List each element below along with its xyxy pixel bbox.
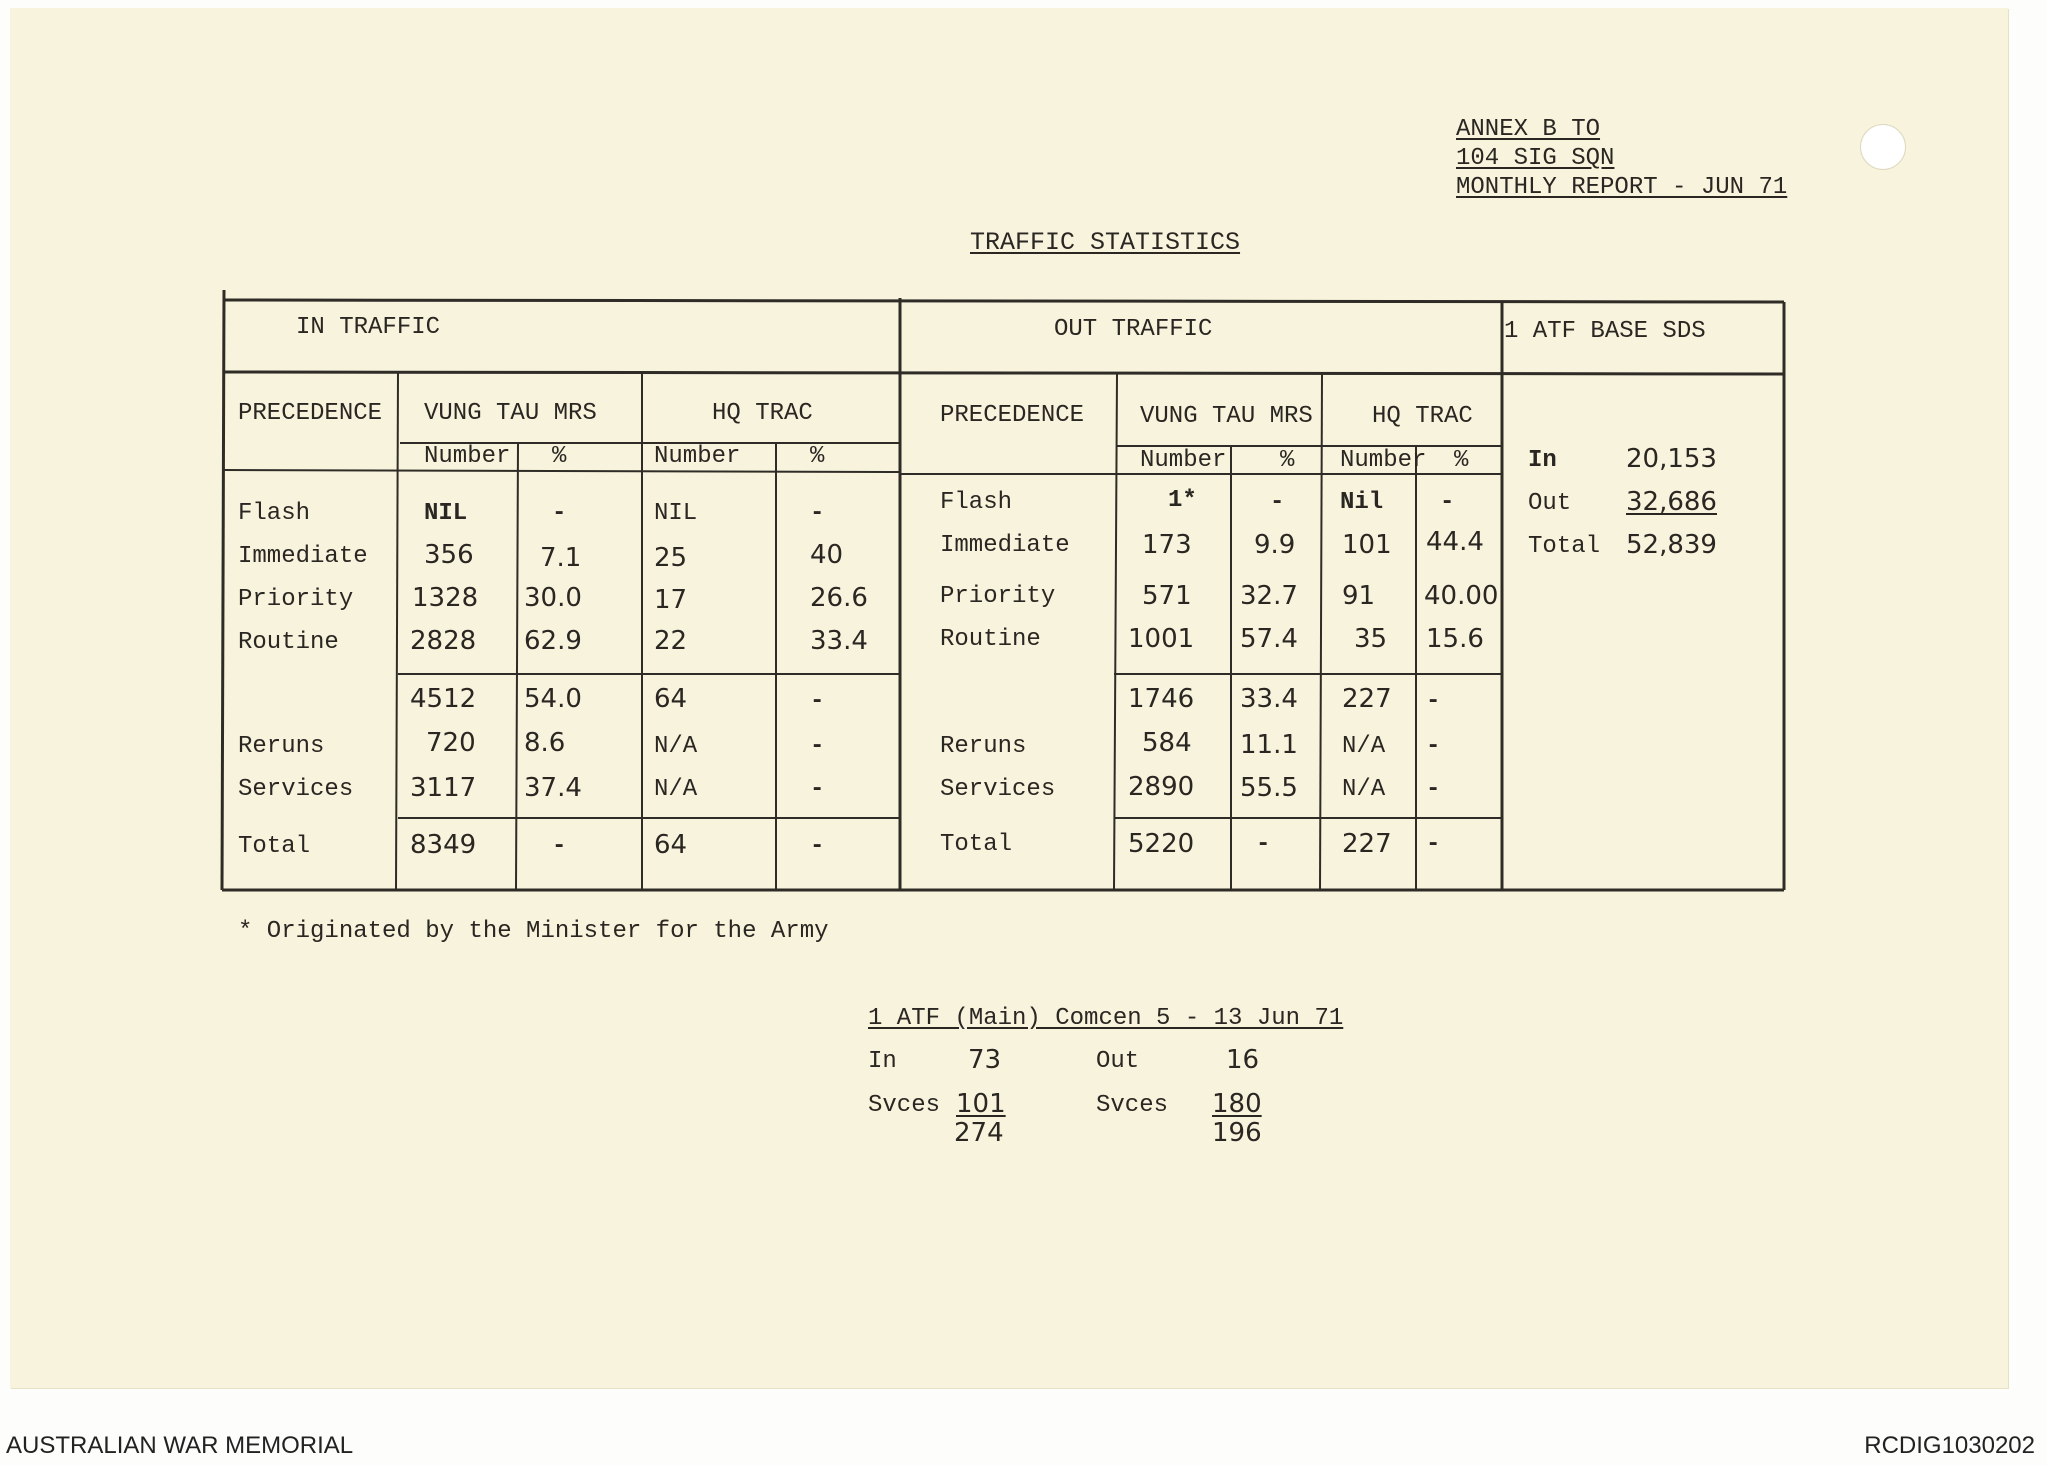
in-hq-pct: 40	[810, 540, 844, 570]
in-hq-pct: -	[810, 833, 825, 860]
out-hqtrac-header: HQ TRAC	[1372, 403, 1473, 430]
out-row-label: Reruns	[940, 733, 1027, 760]
comcen-in-svces: 101	[956, 1089, 1006, 1119]
in-row-label: Priority	[238, 586, 354, 613]
out-vt-pct: 55.5	[1240, 773, 1298, 803]
sds-out-label: Out	[1528, 490, 1572, 517]
out-hq-pct: 44.4	[1426, 527, 1484, 557]
in-vt-number: 4512	[410, 684, 477, 714]
annex-line-1: ANNEX B TO	[1456, 116, 1601, 143]
comcen-out-total: 196	[1212, 1118, 1262, 1148]
out-vt-pct: 33.4	[1240, 684, 1298, 714]
in-row-label: Services	[238, 776, 354, 803]
comcen-out-value: 16	[1226, 1045, 1260, 1075]
in-vt-number: 2828	[410, 626, 477, 656]
in-hq-number: 22	[654, 626, 688, 656]
out-vt-pct: 11.1	[1240, 730, 1298, 760]
in-vt-pct: 54.0	[524, 684, 582, 714]
out-row-label: Total	[940, 831, 1013, 858]
out-row-label: Immediate	[940, 532, 1070, 559]
in-vt-number: 356	[424, 540, 474, 570]
out-row-label: Routine	[940, 626, 1041, 653]
comcen-out-svces: 180	[1212, 1089, 1262, 1119]
in-vt-number: NIL	[424, 500, 468, 527]
sds-total-label: Total	[1528, 533, 1601, 560]
comcen-in-value: 73	[968, 1045, 1002, 1075]
in-vt-pct: -	[552, 833, 567, 860]
in-vt-number: 720	[426, 728, 476, 758]
sds-out-value: 32,686	[1626, 487, 1717, 517]
sds-in-label: In	[1528, 447, 1557, 474]
comcen-in-label: In	[868, 1048, 897, 1075]
in-hq-pct: 26.6	[810, 583, 868, 613]
in-hq-pct-header: %	[810, 443, 825, 470]
out-hq-number: 227	[1342, 684, 1392, 714]
out-vt-number: 584	[1142, 728, 1192, 758]
annex-line-2: 104 SIG SQN	[1456, 145, 1615, 172]
out-vt-number: 1746	[1128, 684, 1195, 714]
annex-line-3: MONTHLY REPORT - JUN 71	[1456, 174, 1788, 201]
in-vt-pct: 30.0	[524, 583, 582, 613]
out-hq-number: N/A	[1342, 776, 1386, 803]
in-row-label: Immediate	[238, 543, 368, 570]
out-vt-number: 571	[1142, 581, 1192, 611]
in-precedence-header: PRECEDENCE	[238, 400, 383, 427]
comcen-out-label: Out	[1096, 1048, 1140, 1075]
in-row-label: Reruns	[238, 733, 325, 760]
in-vt-pct: 8.6	[524, 728, 566, 758]
in-hq-pct: -	[810, 733, 825, 760]
in-vt-pct-header: %	[552, 443, 567, 470]
out-hq-pct: -	[1426, 733, 1441, 760]
out-hq-number: Nil	[1340, 489, 1384, 516]
out-row-label: Services	[940, 776, 1056, 803]
out-vt-pct: 9.9	[1254, 530, 1296, 560]
out-vt-number: 5220	[1128, 829, 1195, 859]
out-vt-number: 1001	[1128, 624, 1195, 654]
out-vt-pct: 57.4	[1240, 624, 1298, 654]
footer-record-id: RCDIG1030202	[1864, 1432, 2035, 1459]
in-hq-number: N/A	[654, 776, 698, 803]
in-vt-pct: 7.1	[540, 543, 582, 573]
out-hq-pct: -	[1440, 489, 1455, 516]
out-row-label: Flash	[940, 489, 1013, 516]
in-hqtrac-header: HQ TRAC	[712, 400, 813, 427]
in-traffic-heading: IN TRAFFIC	[296, 314, 441, 341]
in-vt-pct: -	[552, 500, 567, 527]
base-sds-heading: 1 ATF BASE SDS	[1504, 318, 1706, 345]
in-row-label: Flash	[238, 500, 311, 527]
out-hq-pct: 15.6	[1426, 624, 1484, 654]
in-row-label: Total	[238, 833, 311, 860]
out-hq-pct: 40.00	[1424, 581, 1499, 611]
in-hq-pct: -	[810, 776, 825, 803]
out-hq-number: N/A	[1342, 733, 1386, 760]
out-vt-number-header: Number	[1140, 447, 1227, 474]
in-vt-pct: 37.4	[524, 773, 582, 803]
out-hq-number: 35	[1354, 624, 1388, 654]
out-vt-pct: -	[1270, 489, 1285, 516]
out-hq-number: 101	[1342, 530, 1392, 560]
in-hq-pct: -	[810, 688, 825, 715]
out-hq-number: 91	[1342, 581, 1376, 611]
out-vt-number: 173	[1142, 530, 1192, 560]
out-vungtau-header: VUNG TAU MRS	[1140, 403, 1313, 430]
sds-total-value: 52,839	[1626, 530, 1717, 560]
out-hq-number: 227	[1342, 829, 1392, 859]
in-vt-pct: 62.9	[524, 626, 582, 656]
out-hq-pct-header: %	[1454, 447, 1469, 474]
out-hq-number-header: Number	[1340, 447, 1427, 474]
out-vt-pct: 32.7	[1240, 581, 1298, 611]
in-vt-number: 1328	[412, 583, 479, 613]
comcen-out-svces-label: Svces	[1096, 1092, 1169, 1119]
comcen-in-total: 274	[954, 1118, 1004, 1148]
out-vt-number: 2890	[1128, 772, 1195, 802]
in-hq-pct: 33.4	[810, 626, 868, 656]
out-vt-pct: -	[1256, 831, 1271, 858]
out-traffic-heading: OUT TRAFFIC	[1054, 316, 1213, 343]
out-vt-number: 1*	[1168, 487, 1197, 514]
in-hq-number: 17	[654, 585, 688, 615]
out-hq-pct: -	[1426, 776, 1441, 803]
out-vt-pct-header: %	[1280, 447, 1295, 474]
in-row-label: Routine	[238, 629, 339, 656]
sds-in-value: 20,153	[1626, 444, 1717, 474]
in-hq-number: N/A	[654, 733, 698, 760]
in-hq-pct: -	[810, 500, 825, 527]
in-vungtau-header: VUNG TAU MRS	[424, 400, 597, 427]
footer-archive-name: AUSTRALIAN WAR MEMORIAL	[6, 1432, 354, 1459]
out-hq-pct: -	[1426, 688, 1441, 715]
comcen-in-svces-label: Svces	[868, 1092, 941, 1119]
page-title: TRAFFIC STATISTICS	[970, 228, 1241, 257]
in-hq-number: NIL	[654, 500, 698, 527]
out-row-label: Priority	[940, 583, 1056, 610]
in-vt-number-header: Number	[424, 443, 511, 470]
footnote: * Originated by the Minister for the Army	[238, 918, 829, 945]
out-precedence-header: PRECEDENCE	[940, 402, 1085, 429]
out-hq-pct: -	[1426, 831, 1441, 858]
in-hq-number: 64	[654, 684, 688, 714]
comcen-title: 1 ATF (Main) Comcen 5 - 13 Jun 71	[868, 1005, 1344, 1032]
in-hq-number: 25	[654, 543, 688, 573]
in-vt-number: 3117	[410, 773, 477, 803]
in-hq-number-header: Number	[654, 443, 741, 470]
in-hq-number: 64	[654, 830, 688, 860]
in-vt-number: 8349	[410, 830, 477, 860]
